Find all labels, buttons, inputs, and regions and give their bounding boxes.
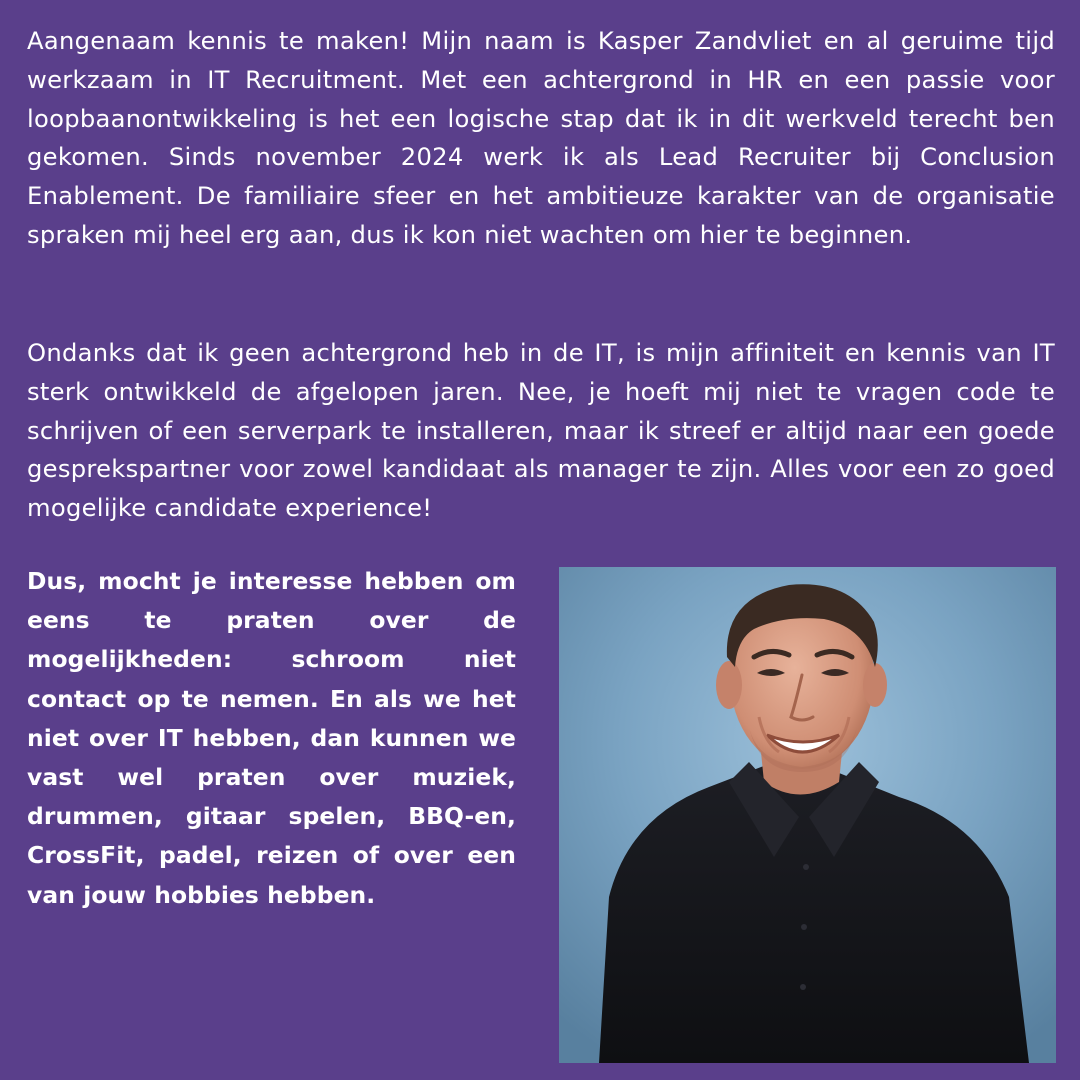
intro-paragraph-2: Ondanks dat ik geen achtergrond heb in de IT, is mijn affiniteit en kennis van IT sterk ontwikkeld de afgelopen jaren. Nee, je hoeft mij niet te vragen code te schrijven of een serverpark te installeren, maar ik streef er altijd naar een goede gesprekspartner voor zowel kandidaat als manager te zijn. Alles voor een zo goed mogelijke candidate experience!	[27, 339, 1055, 523]
intro-paragraph-1: Aangenaam kennis te maken! Mijn naam is Kasper Zandvliet en al geruime tijd werkzaam in IT Recruitment. Met een achtergrond in HR en een passie voor loopbaanontwikkeling is het een logische stap dat ik in dit werkveld terecht ben gekomen. Sinds november 2024 werk ik als Lead Recruiter bij Conclusion Enablement. De familiaire sfeer en het ambitieuze karakter van de organisatie spraken mij heel erg aan, dus ik kon niet wachten om hier te beginnen.	[27, 27, 1055, 249]
portrait-photo	[559, 567, 1056, 1063]
portrait-photo-icon	[559, 567, 1056, 1063]
contact-callout: Dus, mocht je interesse hebben om eens te praten over de mogelijkheden: schroom niet contact op te nemen. En als we het niet over IT hebben, dan kunnen we vast wel praten over muziek, drummen, gitaar spelen, BBQ-en, CrossFit, padel, reizen of over een van jouw hobbies hebben.	[27, 567, 516, 909]
